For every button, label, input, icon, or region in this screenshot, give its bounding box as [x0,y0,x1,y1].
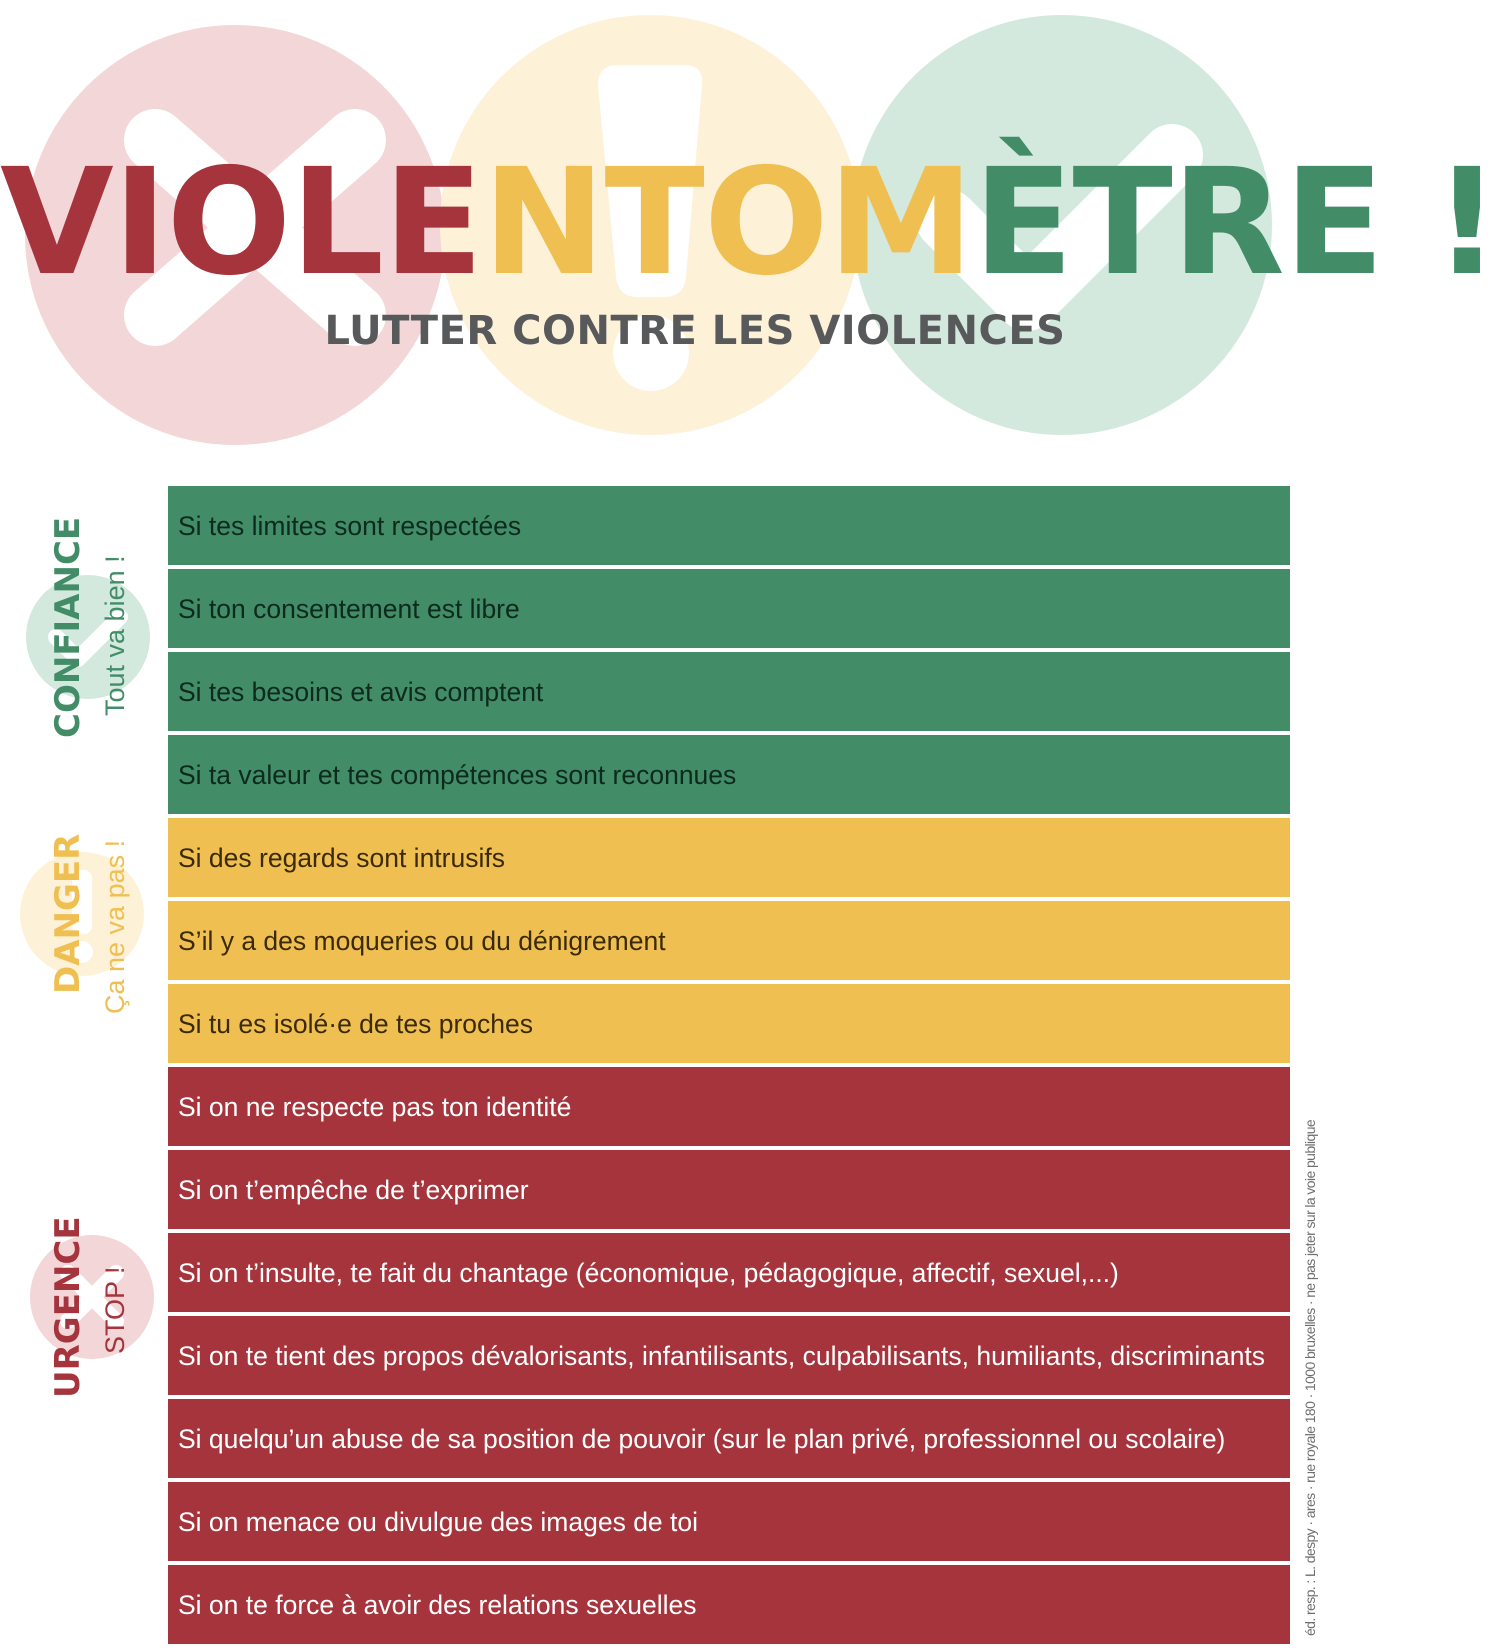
section-urgence [0,1058,165,1642]
list-item: Si tu es isolé·e de tes proches [168,984,1290,1063]
check-mark-icon [26,575,150,699]
list-item: Si on te tient des propos dévalorisants, infantilisants, culpabilisants, humiliants, discriminants [168,1316,1290,1395]
urgence-subtitle: STOP ! [100,1266,130,1354]
confiance-circle [26,575,150,699]
list-item: Si des regards sont intrusifs [168,818,1290,897]
confiance-title: CONFIANCE [48,516,88,738]
poster-header [0,0,1500,460]
list-item: Si on te force à avoir des relations sexuelles [168,1565,1290,1644]
poster-title [0,137,1500,308]
list-item: S’il y a des moqueries ou du dénigrement [168,901,1290,980]
list-item: Si on t’insulte, te fait du chantage (économique, pédagogique, affectif, sexuel,...) [168,1233,1290,1312]
criteria-list [168,486,1290,1648]
danger-subtitle: Ça ne va pas ! [100,839,130,1014]
section-confiance [0,486,165,812]
list-item: Si ton consentement est libre [168,569,1290,648]
urgence-title: URGENCE [48,1216,88,1398]
list-item: Si on ne respecte pas ton identité [168,1067,1290,1146]
list-item: Si tes besoins et avis comptent [168,652,1290,731]
title-part-yellow: NTOM [482,137,974,308]
list-item: Si tes limites sont respectées [168,486,1290,565]
list-item: Si on t’empêche de t’exprimer [168,1150,1290,1229]
poster-subtitle: LUTTER CONTRE LES VIOLENCES [324,308,1066,354]
list-item: Si quelqu’un abuse de sa position de pouvoir (sur le plan privé, professionnel ou scolaire) [168,1399,1290,1478]
publisher-credit: éd. resp. : L. despy · ares · rue royale 180 · 1000 bruxelles · ne pas jeter sur la voie publique [1302,1119,1318,1636]
confiance-subtitle: Tout va bien ! [100,555,130,716]
danger-title: DANGER [48,833,88,994]
title-part-green: ÈTRE ! [973,137,1500,308]
list-item: Si ta valeur et tes compétences sont reconnues [168,735,1290,814]
list-item: Si on menace ou divulgue des images de toi [168,1482,1290,1561]
title-part-red: VIOLE [0,137,483,308]
section-danger [0,812,165,1058]
